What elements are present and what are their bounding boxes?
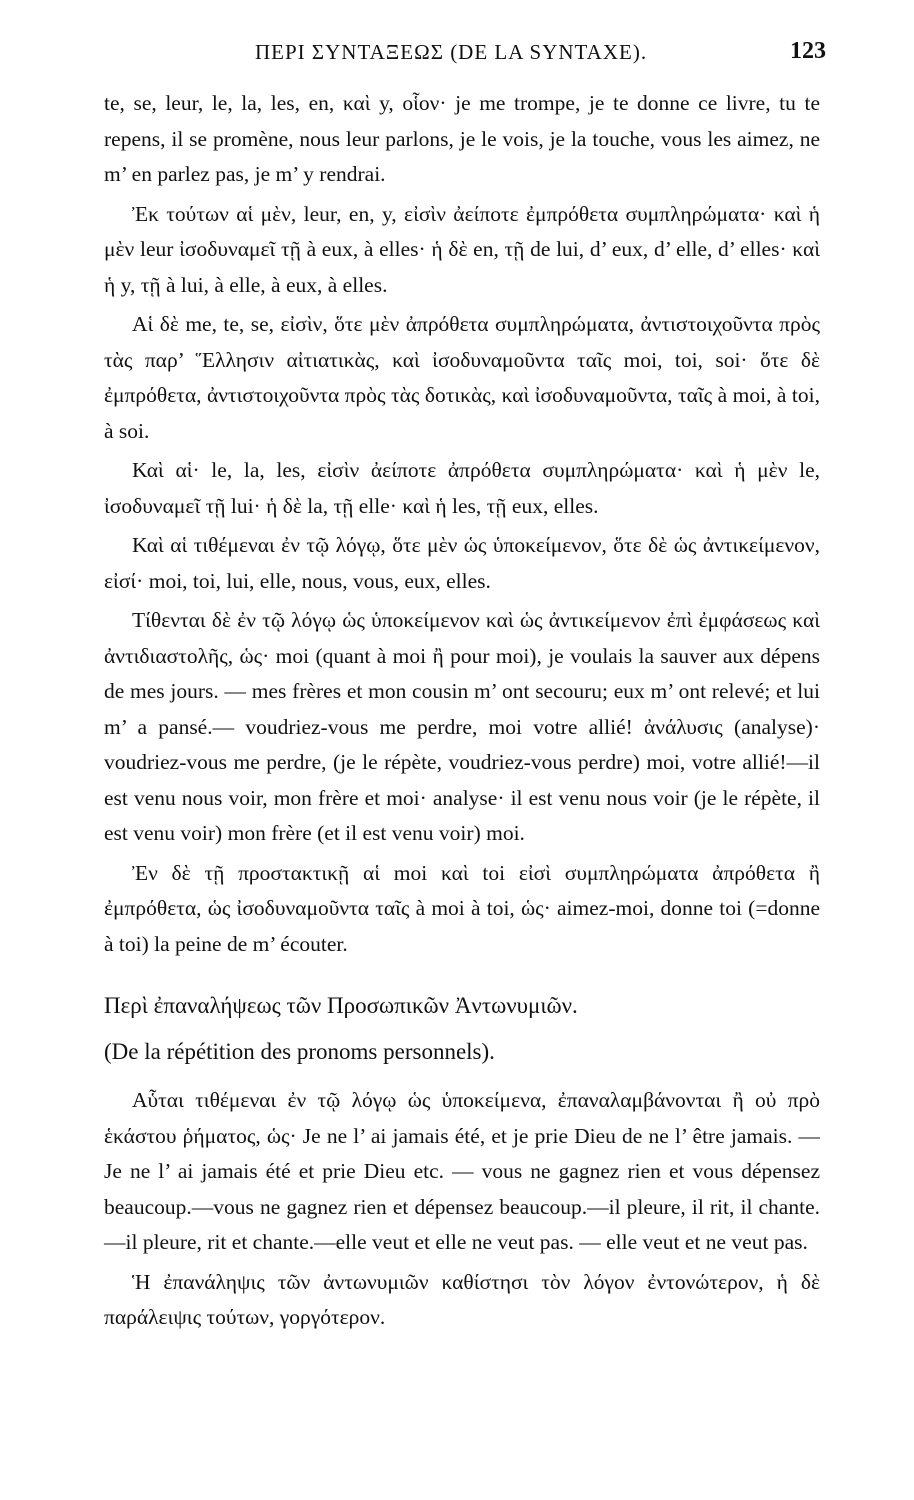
- page-number: 123: [790, 38, 826, 64]
- paragraph-4: Καὶ αἱ· le, la, les, εἰσὶν ἀείποτε ἀπρόθετα συμπληρώματα· καὶ ἡ μὲν le, ἰσοδυναμεῖ τῇ lui· ἡ δὲ la, τῇ elle· καὶ ἡ les, τῇ eux, elles.: [104, 458, 820, 518]
- paragraph-3: Αἱ δὲ me, te, se, εἰσὶν, ὅτε μὲν ἀπρόθετα συμπληρώματα, ἀντιστοιχοῦντα πρὸς τὰς παρ’ Ἕλλησιν αἰτιατικὰς, καὶ ἰσοδυναμοῦντα ταῖς moi, toi, soi· ὅτε δὲ ἐμπρόθετα, ἀντιστοιχοῦντα πρὸς τὰς δοτικὰς, καὶ ἰσοδυναμοῦντα, ταῖς à moi, à toi, à soi.: [104, 312, 820, 443]
- running-title: ΠΕΡΙ ΣΥΝΤΑΞΕΩΣ (DE LA SYNTAXE).: [255, 40, 648, 64]
- body-text: [104, 86, 820, 1336]
- paragraph-2: Ἐκ τούτων αἱ μὲν, leur, en, y, εἰσὶν ἀείποτε ἐμπρόθετα συμπληρώματα· καὶ ἡ μὲν leur ἰσοδυναμεῖ τῇ à eux, à elles· ἡ δὲ en, τῇ de lui, d’ eux, d’ elle, d’ elles· καὶ ἡ y, τῇ à lui, à elle, à eux, à elles.: [104, 201, 820, 297]
- section-heading-greek: Περὶ ἐπαναλήψεως τῶν Προσωπικῶν Ἀντωνυμιῶν.: [104, 993, 578, 1018]
- section-paragraph-1: Αὗται τιθέμεναι ἐν τῷ λόγῳ ὡς ὑποκείμενα, ἐπαναλαμβάνονται ἢ οὐ πρὸ ἑκάστου ῥήματος, ὡς· Je ne l’ ai jamais été, et je prie Dieu de ne l’ être jamais. — Je ne l’ ai jamais été et prie Dieu etc. — vous ne gagnez rien et vous dépensez beaucoup.—vous ne gagnez rien et dépensez beaucoup.—il pleure, il rit, il chante.—il pleure, rit et chante.—elle veut et elle ne veut pas. — elle veut et ne veut pas.: [104, 1088, 820, 1254]
- running-head: [100, 36, 826, 72]
- section-heading-french: (De la répétition des pronoms personnels).: [104, 1038, 495, 1064]
- paragraph-7: Ἐν δὲ τῇ προστακτικῇ αἱ moi καὶ toi εἰσὶ συμπληρώματα ἀπρόθετα ἢ ἐμπρόθετα, ὡς ἰσοδυναμοῦντα ταῖς à moi à toi, ὡς· aimez-moi, donne toi (=donne à toi) la peine de m’ écouter.: [104, 860, 820, 956]
- paragraph-1: te, se, leur, le, la, les, en, καὶ y, οἷον· je me trompe, je te donne ce livre, tu te repens, il se promène, nous leur parlons, je le vois, je la touche, vous les aimez, ne m’ en parlez pas, je m’ y rendrai.: [104, 91, 820, 186]
- paragraph-6: Τίθενται δὲ ἐν τῷ λόγῳ ὡς ὑποκείμενον καὶ ὡς ἀντικείμενον ἐπὶ ἐμφάσεως καὶ ἀντιδιαστολῆς, ὡς· moi (quant à moi ἢ pour moi), je voulais la sauver aux dépens de mes jours. — mes frères et mon cousin m’ ont secouru; eux m’ ont relevé; et lui m’ a pansé.— voudriez-vous me perdre, moi votre allié! ἀνάλυσις (analyse)· voudriez-vous me perdre, (je le répète, voudriez-vous perdre) moi, votre allié!—il est venu nous voir, mon frère et moi· analyse· il est venu nous voir (je le répète, il est venu voir) mon frère (et il est venu voir) moi.: [104, 608, 820, 845]
- section-paragraph-2: Ἡ ἐπανάληψις τῶν ἀντωνυμιῶν καθίστησι τὸν λόγον ἐντονώτερον, ἡ δὲ παράλειψις τούτων, γοργότερον.: [104, 1269, 820, 1329]
- paragraph-5: Καὶ αἱ τιθέμεναι ἐν τῷ λόγῳ, ὅτε μὲν ὡς ὑποκείμενον, ὅτε δὲ ὡς ἀντικείμενον, εἰσί· moi, toi, lui, elle, nous, vous, eux, elles.: [104, 533, 820, 593]
